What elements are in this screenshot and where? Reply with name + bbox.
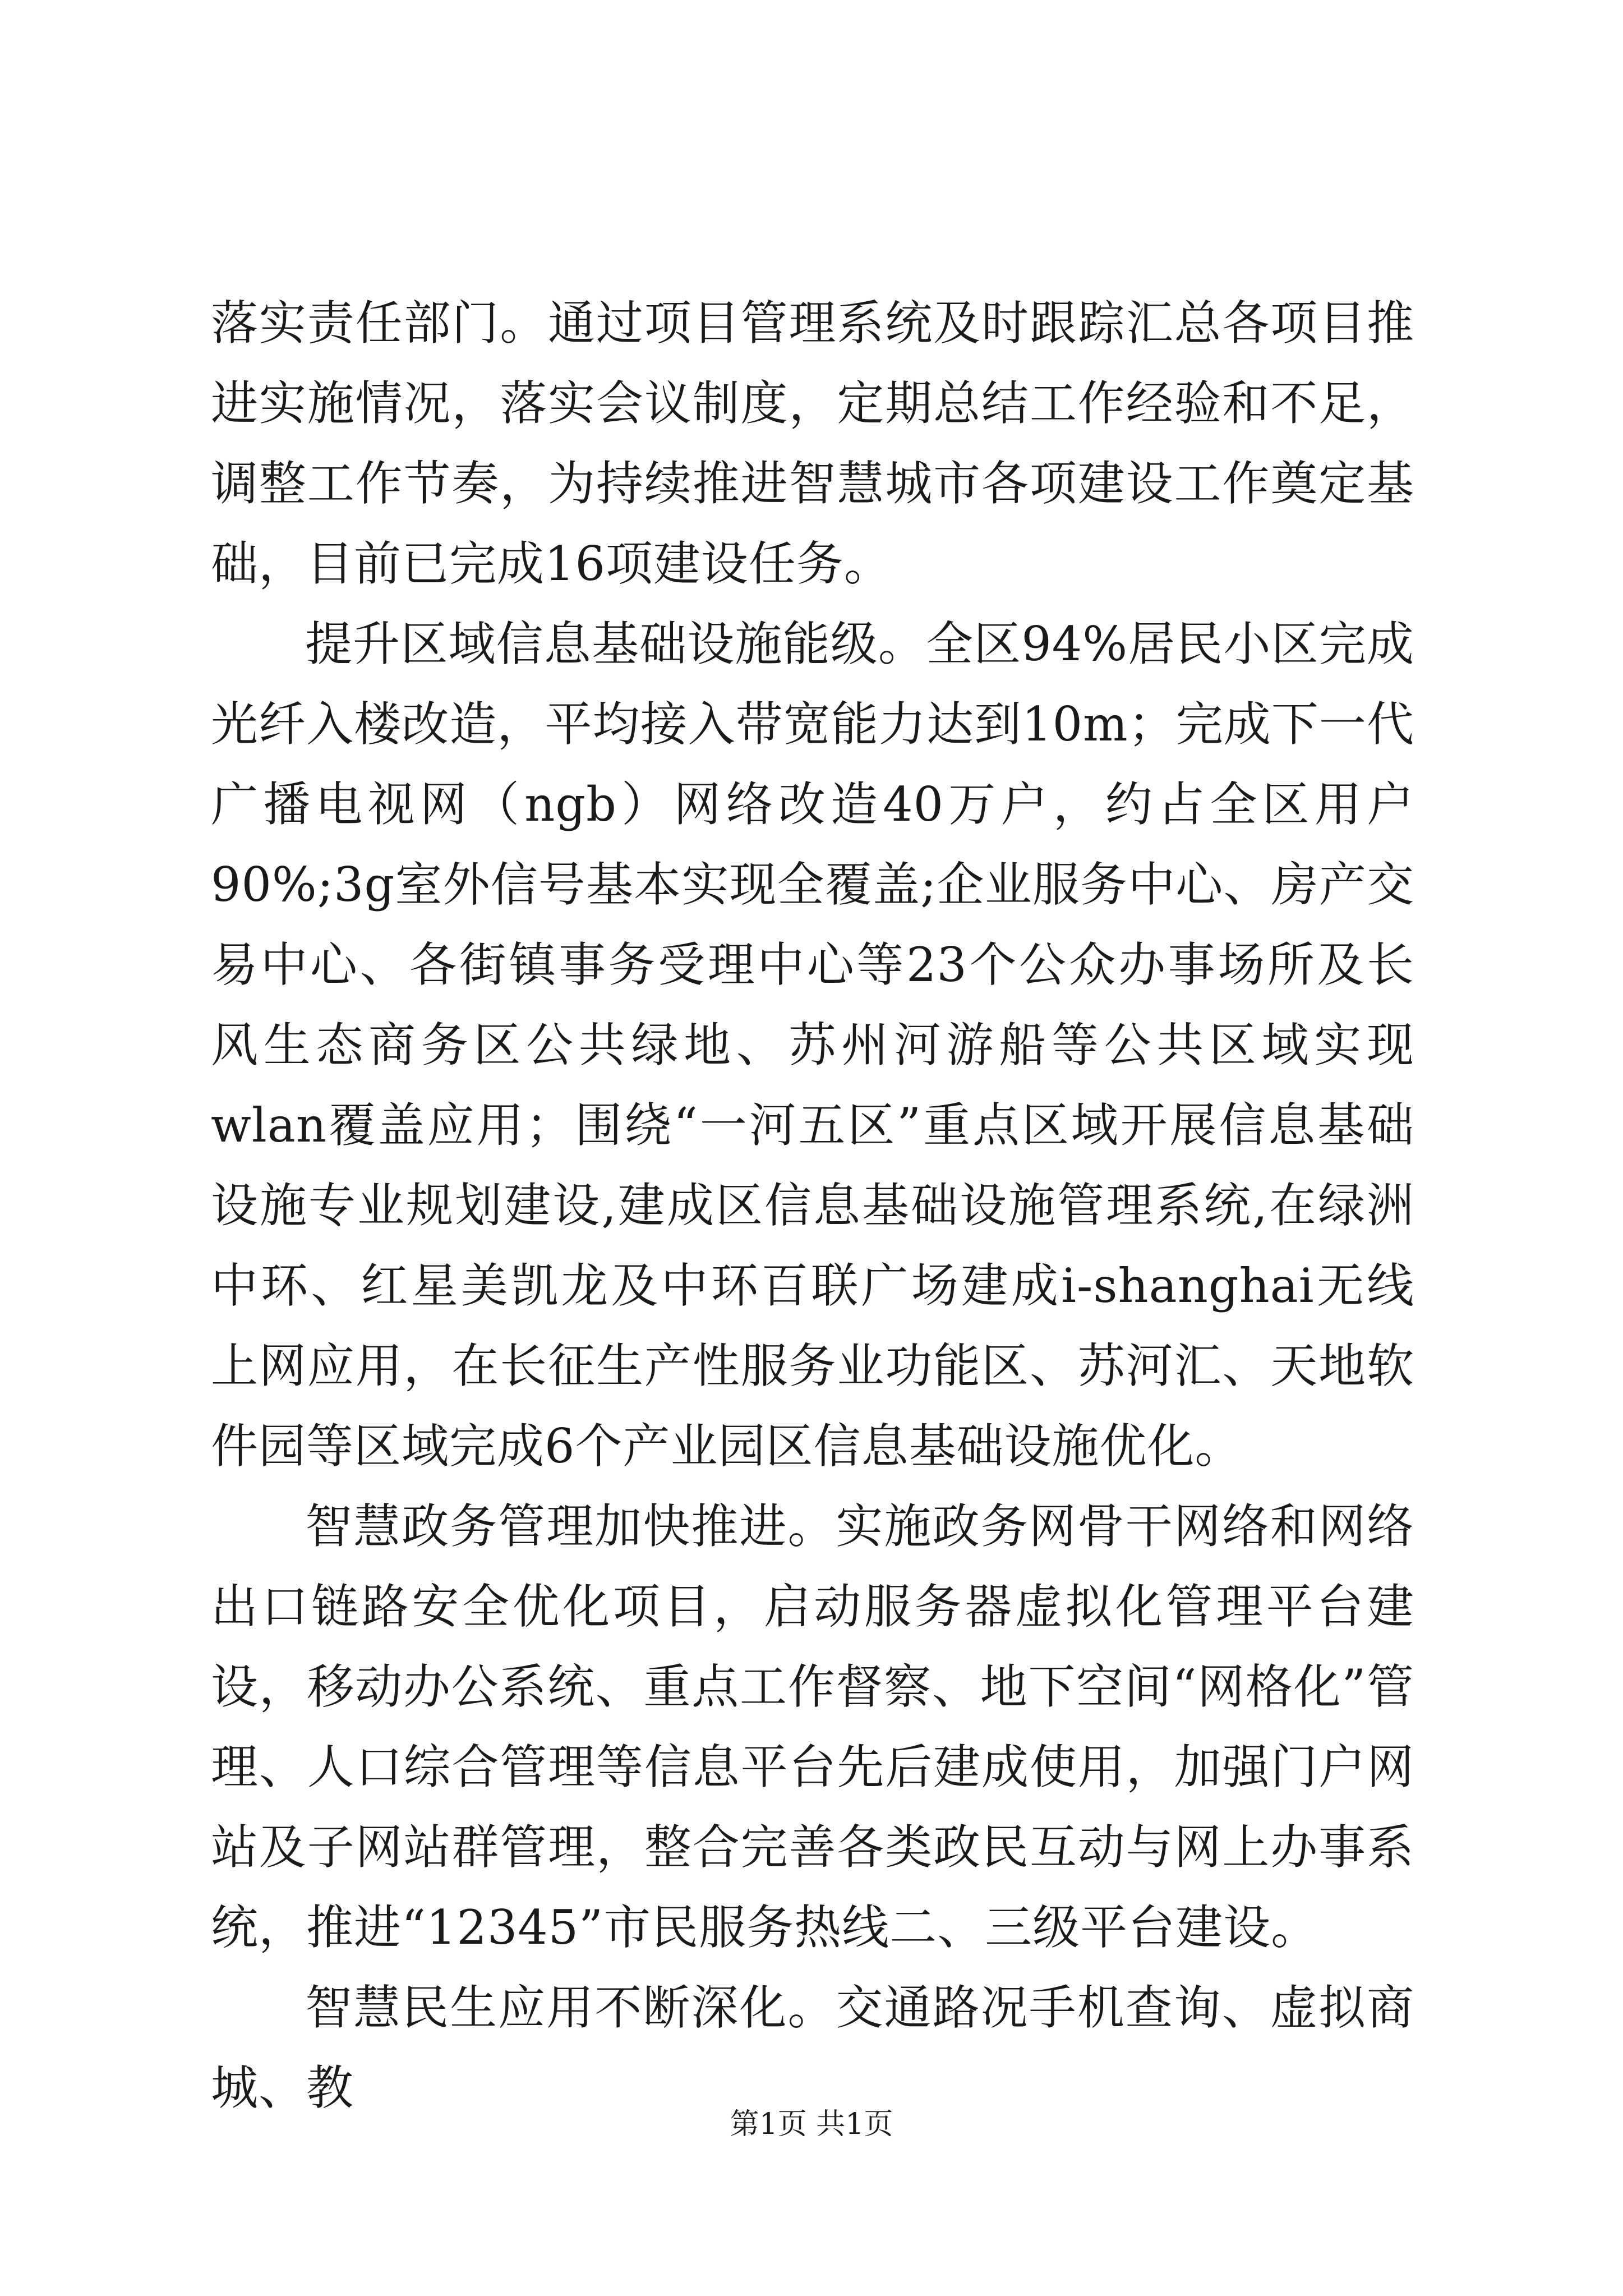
paragraph-3: 智慧政务管理加快推进。实施政务网骨干网络和网络出口链路安全优化项目，启动服务器虚拟化管理平台建设，移动办公系统、重点工作督察、地下空间“网格化”管理、人口综合管理等信息平台先后建成使用，加强门户网站及子网站群管理，整合完善各类政民互动与网上办事系统，推进“12345”市民服务热线二、三级平台建设。: [211, 1499, 1414, 1955]
paragraph-1: 落实责任部门。通过项目管理系统及时跟踪汇总各项目推进实施情况，落实会议制度，定期总结工作经验和不足，调整工作节奏，为持续推进智慧城市各项建设工作奠定基础，目前已完成16项建设任务。: [211, 296, 1414, 591]
paragraph-2: 提升区域信息基础设施能级。全区94%居民小区完成光纤入楼改造，平均接入带宽能力达到10m；完成下一代广播电视网（ngb）网络改造40万户，约占全区用户90%;3g室外信号基本实现全覆盖;企业服务中心、房产交易中心、各街镇事务受理中心等23个公众办事场所及长风生态商务区公共绿地、苏州河游船等公共区域实现wlan覆盖应用；围绕“一河五区”重点区域开展信息基础设施专业规划建设,建成区信息基础设施管理系统,在绿洲中环、红星美凯龙及中环百联广场建成i-shanghai无线上网应用，在长征生产性服务业功能区、苏河汇、天地软件园等区域完成6个产业园区信息基础设施优化。: [211, 616, 1414, 1474]
document-body: [211, 283, 1414, 2128]
paragraph-4: 智慧民生应用不断深化。交通路况手机查询、虚拟商城、教: [211, 1980, 1414, 2115]
page-footer: 第1页 共1页: [730, 2108, 893, 2141]
